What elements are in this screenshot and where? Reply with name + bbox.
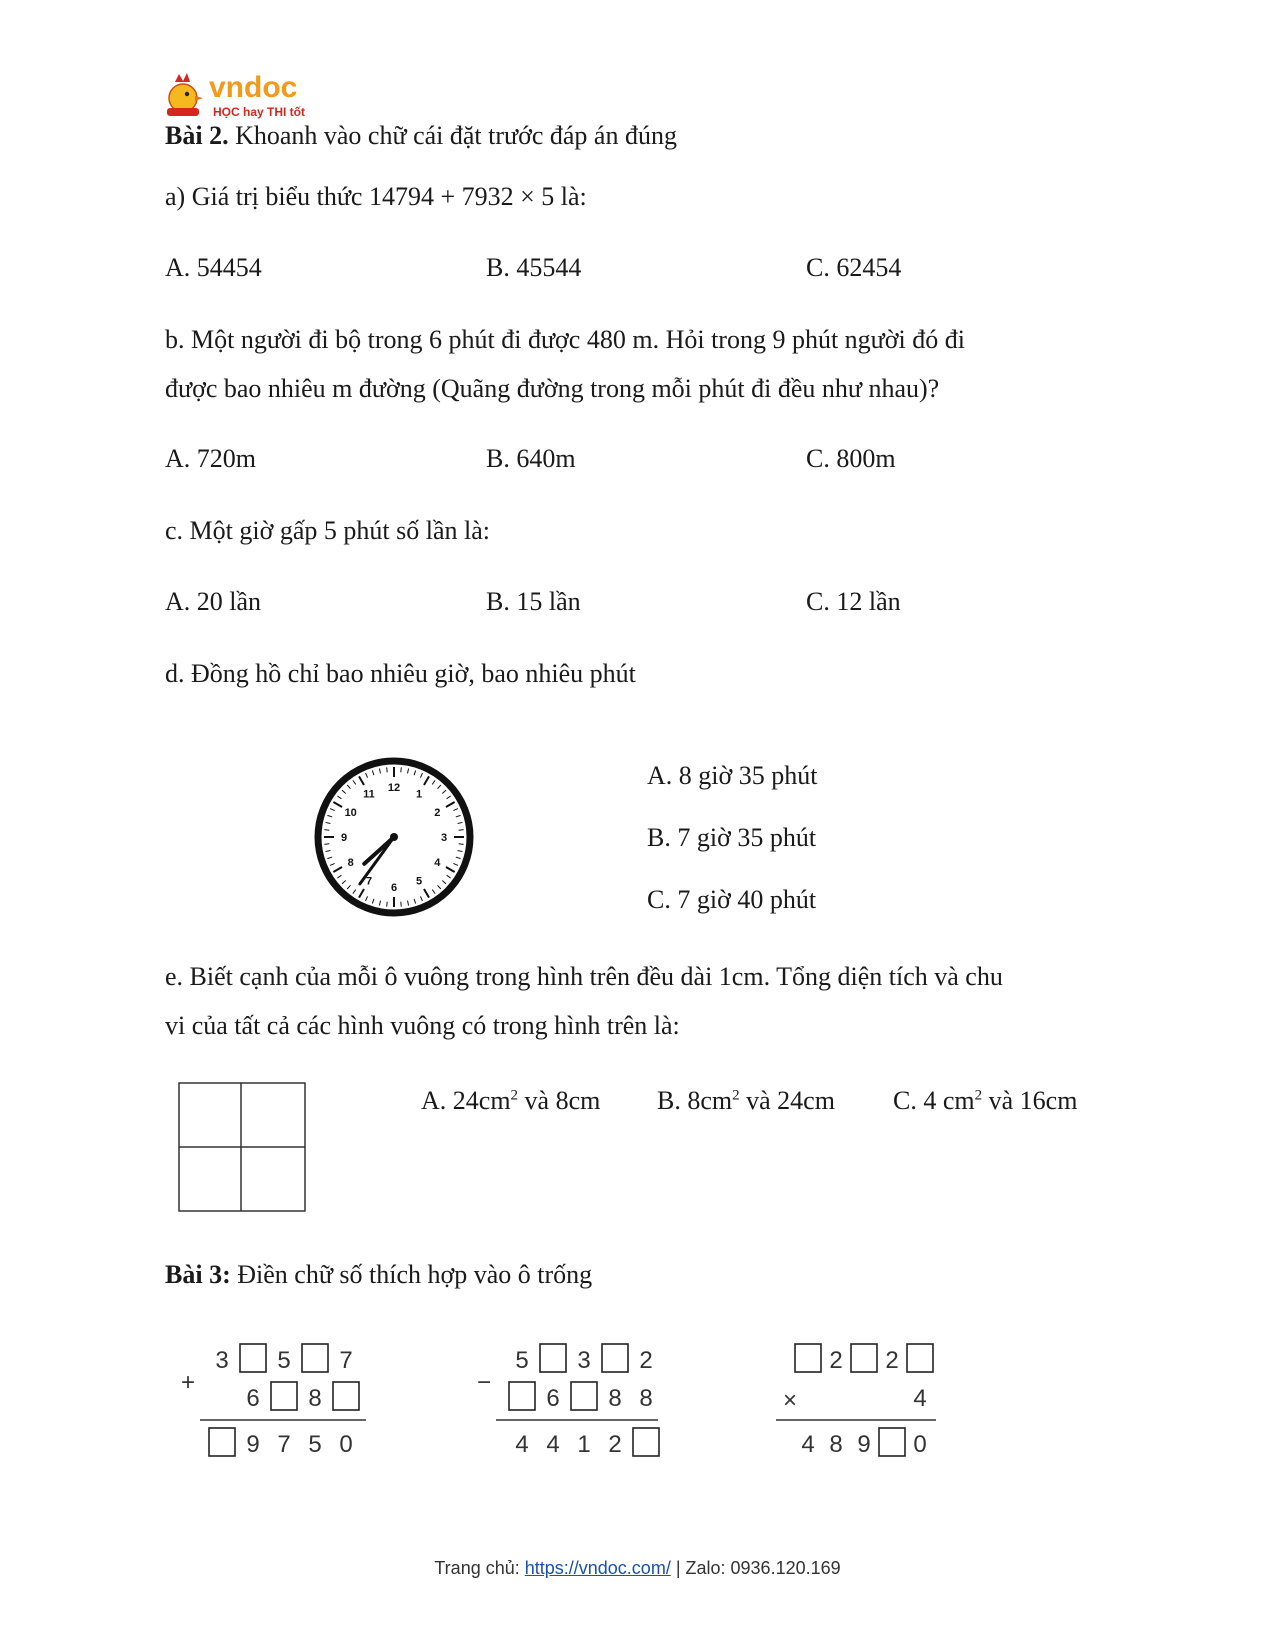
option-d-A[interactable]: A. 8 giờ 35 phút xyxy=(647,761,818,790)
bai3-instruction: Điền chữ số thích hợp vào ô trống xyxy=(230,1260,593,1289)
sub-row2-digit: 8 xyxy=(639,1385,653,1412)
option-b-B[interactable]: B. 640m xyxy=(486,444,576,473)
clock-tick xyxy=(459,830,464,831)
question-e-line2: vi của tất cả các hình vuông có trong hình trên là: xyxy=(165,1011,680,1040)
sub-result-digit: 2 xyxy=(608,1431,622,1458)
clock-number-5: 5 xyxy=(415,875,423,888)
mul-row1-digit: 2 xyxy=(829,1347,843,1374)
clock-number-12: 12 xyxy=(387,782,401,794)
bai3-label: Bài 3: xyxy=(165,1260,231,1289)
operator-sign: − xyxy=(476,1369,492,1396)
mul-row1-blank-box xyxy=(795,1344,821,1372)
operator-sign: × xyxy=(782,1387,798,1414)
add-result-digit: 5 xyxy=(308,1431,322,1458)
question-e-line1: e. Biết cạnh của mỗi ô vuông trong hình trên đều dài 1cm. Tổng diện tích và chu xyxy=(165,962,1003,991)
svg-text:HỌC hay THI tốt: HỌC hay THI tốt xyxy=(213,105,305,119)
clock-tick xyxy=(324,830,329,831)
svg-text:vndoc: vndoc xyxy=(209,71,298,104)
bai2-heading xyxy=(165,121,677,151)
square-grid-figure xyxy=(178,1082,306,1212)
clock-number-4: 4 xyxy=(434,857,441,869)
sub-row1-digit: 2 xyxy=(639,1347,653,1374)
clock-tick xyxy=(324,844,329,845)
sub-row1-digit: 3 xyxy=(577,1347,591,1374)
option-e-A[interactable]: A. $24cm^2$ và 8cm xyxy=(421,1086,601,1115)
question-d: d. Đồng hồ chỉ bao nhiêu giờ, bao nhiêu phút xyxy=(165,659,636,688)
add-row2-digit: 6 xyxy=(246,1385,260,1412)
mul-row1-blank-box xyxy=(851,1344,877,1372)
option-d-C[interactable]: C. 7 giờ 40 phút xyxy=(647,885,817,914)
option-c-B[interactable]: B. 15 lần xyxy=(486,587,581,616)
option-d-B[interactable]: B. 7 giờ 35 phút xyxy=(647,823,817,852)
add-result-blank-box xyxy=(209,1428,235,1456)
option-c-C[interactable]: C. 12 lần xyxy=(806,587,901,616)
vndoc-logo xyxy=(165,70,325,120)
question-b-line1: b. Một người đi bộ trong 6 phút đi được 480 m. Hỏi trong 9 phút người đó đi xyxy=(165,325,965,354)
option-c-A[interactable]: A. 20 lần xyxy=(165,587,262,616)
mascot-rooster-icon xyxy=(167,73,203,116)
option-b-A[interactable]: A. 720m xyxy=(165,444,256,473)
sub-row2-digit: 8 xyxy=(608,1385,622,1412)
footer-link[interactable]: https://vndoc.com/ xyxy=(524,1558,671,1578)
sub-result-blank-box xyxy=(633,1428,659,1456)
add-row2-blank-box xyxy=(333,1382,359,1410)
clock-center xyxy=(390,833,398,841)
sub-result-digit: 4 xyxy=(515,1431,529,1458)
mul-result-blank-box xyxy=(879,1428,905,1456)
bai2-instruction: Khoanh vào chữ cái đặt trước đáp án đúng xyxy=(228,121,677,150)
option-e-C[interactable]: C. 4 $cm^2$ và 16cm xyxy=(893,1086,1078,1115)
clock-tick xyxy=(401,902,402,907)
clock-number-9: 9 xyxy=(340,832,348,844)
mul-row2-digit: 4 xyxy=(913,1385,927,1412)
question-b-line2: được bao nhiêu m đường (Quãng đường trong mỗi phút đi đều như nhau)? xyxy=(165,374,940,403)
footer: Trang chủ: https://vndoc.com/ | Zalo: 0936.120.169 xyxy=(434,1558,841,1578)
option-a-C[interactable]: C. 62454 xyxy=(806,253,902,282)
clock-tick xyxy=(387,767,388,772)
subtraction-problem xyxy=(470,1332,660,1462)
add-row2-blank-box xyxy=(271,1382,297,1410)
clock-icon xyxy=(314,757,474,917)
mul-result-digit: 8 xyxy=(829,1431,843,1458)
option-a-A[interactable]: A. 54454 xyxy=(165,253,262,282)
clock-tick xyxy=(459,844,464,845)
multiplication-problem xyxy=(770,1332,940,1462)
mul-row1-digit: 2 xyxy=(885,1347,899,1374)
bai3-heading xyxy=(165,1260,592,1290)
clock-number-1: 1 xyxy=(415,788,423,801)
sub-row1-blank-box xyxy=(602,1344,628,1372)
sub-row2-blank-box xyxy=(571,1382,597,1410)
sub-row2-blank-box xyxy=(509,1382,535,1410)
clock-number-11: 11 xyxy=(363,788,375,801)
clock-number-10: 10 xyxy=(344,807,357,819)
clock-number-7: 7 xyxy=(365,875,373,888)
clock-number-3: 3 xyxy=(440,832,448,844)
clock-number-8: 8 xyxy=(347,857,354,869)
sub-result-digit: 4 xyxy=(546,1431,560,1458)
option-e-B[interactable]: B. $8cm^2$ và 24cm xyxy=(657,1086,835,1115)
clock-number-2: 2 xyxy=(434,807,441,819)
add-result-digit: 7 xyxy=(277,1431,291,1458)
mul-result-digit: 0 xyxy=(913,1431,927,1458)
add-result-digit: 0 xyxy=(339,1431,353,1458)
add-result-digit: 9 xyxy=(246,1431,260,1458)
option-a-B[interactable]: B. 45544 xyxy=(486,253,582,282)
add-row1-digit: 5 xyxy=(277,1347,291,1374)
addition-problem xyxy=(180,1332,370,1462)
add-row1-digit: 3 xyxy=(215,1347,229,1374)
clock-number-6: 6 xyxy=(390,882,398,894)
sub-row1-blank-box xyxy=(540,1344,566,1372)
mul-result-digit: 9 xyxy=(857,1431,871,1458)
clock-tick xyxy=(401,767,402,772)
clock-tick xyxy=(387,902,388,907)
add-row1-blank-box xyxy=(240,1344,266,1372)
question-c: c. Một giờ gấp 5 phút số lần là: xyxy=(165,516,490,545)
sub-row2-digit: 6 xyxy=(546,1385,560,1412)
bai2-label: Bài 2. xyxy=(165,121,229,150)
mul-row1-blank-box xyxy=(907,1344,933,1372)
sub-row1-digit: 5 xyxy=(515,1347,529,1374)
mul-result-digit: 4 xyxy=(801,1431,815,1458)
add-row1-blank-box xyxy=(302,1344,328,1372)
add-row1-digit: 7 xyxy=(339,1347,353,1374)
add-row2-digit: 8 xyxy=(308,1385,322,1412)
question-a: a) Giá trị biểu thức 14794 + 7932 × 5 là: xyxy=(165,182,587,211)
operator-sign: + xyxy=(180,1369,196,1396)
sub-result-digit: 1 xyxy=(577,1431,591,1458)
option-b-C[interactable]: C. 800m xyxy=(806,444,896,473)
